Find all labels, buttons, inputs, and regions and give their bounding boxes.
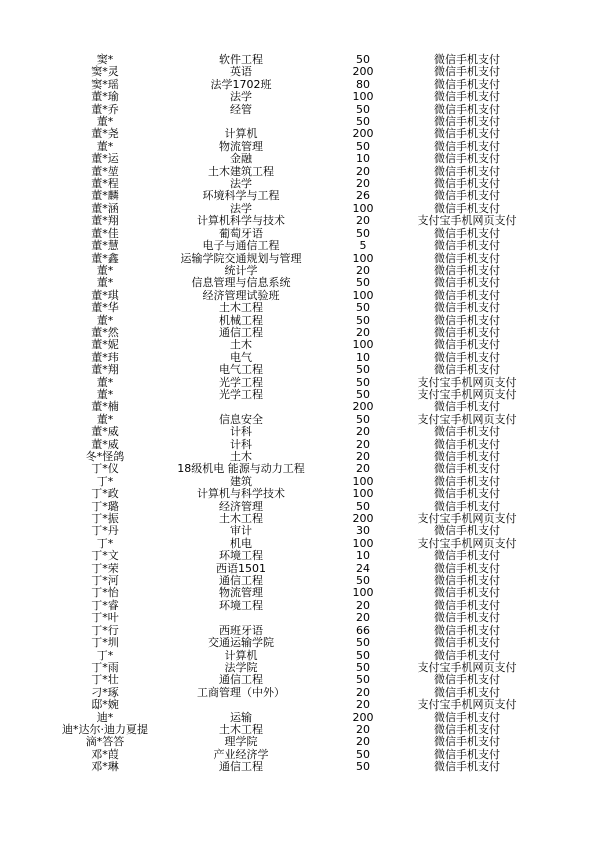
donor-name-cell: 董* [96,375,114,389]
major-cell: 电子与通信工程 [202,239,280,253]
amount-cell: 10 [356,350,370,364]
amount-cell: 50 [356,102,370,116]
payment-method-cell: 微信手机支付 [434,648,500,662]
amount-cell: 20 [356,450,370,463]
amount-cell: 50 [356,375,370,389]
amount-cell: 50 [356,648,370,662]
table-row [54,637,534,649]
donor-name-cell: 董*麟 [91,189,119,203]
donor-name-cell: 董*堃 [91,164,119,178]
amount-cell: 50 [356,574,370,588]
major-cell: 英语 [230,65,252,79]
table-row [54,240,534,252]
payment-method-cell: 支付宝手机网页支付 [417,698,517,712]
major-cell: 通信工程 [219,325,263,339]
amount-cell: 100 [352,586,374,600]
donor-name-cell: 丁*振 [91,512,119,526]
major-cell: 统计学 [224,263,258,277]
amount-cell: 66 [356,623,370,637]
major-cell: 工商管理（中外） [197,685,285,699]
payment-method-cell: 微信手机支付 [434,549,500,563]
payment-method-cell: 支付宝手机网页支付 [417,412,517,426]
payment-method-cell: 微信手机支付 [434,90,500,104]
donor-name-cell: 丁*行 [91,623,119,637]
donor-name-cell: 滴*答答 [85,735,125,749]
donor-name-cell: 董*程 [91,177,119,191]
payment-method-cell: 微信手机支付 [434,313,500,327]
major-cell: 葡萄牙语 [219,226,263,240]
payment-method-cell: 微信手机支付 [434,115,500,129]
amount-cell: 50 [356,53,370,66]
amount-cell: 20 [356,425,370,439]
donor-name-cell: 董*翔 [91,214,119,228]
donor-name-cell: 董*然 [91,325,119,339]
amount-cell: 50 [356,499,370,513]
payment-method-cell: 微信手机支付 [434,325,500,339]
major-cell: 计科 [230,437,252,451]
donor-name-cell: 董*威 [91,437,119,451]
amount-cell: 100 [352,90,374,104]
payment-method-cell: 微信手机支付 [434,53,500,66]
major-cell [156,612,326,624]
major-cell: 法学院 [224,660,258,674]
payment-method-cell: 微信手机支付 [434,586,500,600]
table-row [54,426,534,438]
payment-method-cell: 微信手机支付 [434,685,500,699]
payment-method-cell: 微信手机支付 [434,722,500,736]
major-cell: 经济管理试验班 [202,288,280,302]
donor-name-cell: 董*威 [91,425,119,439]
payment-method-cell: 微信手机支付 [434,152,500,166]
major-cell: 环境工程 [219,549,263,563]
payment-method-cell: 微信手机支付 [434,127,500,141]
payment-method-cell: 微信手机支付 [434,623,500,637]
amount-cell: 50 [356,301,370,315]
donor-name-cell: 董*翔 [91,363,119,377]
major-cell: 物流管理 [219,586,263,600]
table-row [54,525,534,537]
major-cell: 金融 [230,152,252,166]
donor-name-cell: 丁* [96,648,114,662]
donor-name-cell: 丁*璐 [91,499,119,513]
payment-method-cell: 微信手机支付 [434,735,500,749]
major-cell: 土木建筑工程 [208,164,274,178]
major-cell: 西班牙语 [219,623,263,637]
major-cell [156,401,326,413]
donor-name-cell: 丁*仪 [91,462,119,476]
payment-method-cell: 微信手机支付 [434,65,500,79]
payment-method-cell: 支付宝手机网页支付 [417,660,517,674]
table-row [54,128,534,140]
major-cell: 法学 [230,90,252,104]
amount-cell: 20 [356,164,370,178]
donor-name-cell: 董*琪 [91,288,119,302]
amount-cell: 50 [356,636,370,650]
donor-name-cell: 丁*圳 [91,636,119,650]
donor-name-cell: 迪* [96,710,114,724]
major-cell: 法学1702班 [210,77,272,91]
payment-method-cell: 微信手机支付 [434,77,500,91]
payment-method-cell: 微信手机支付 [434,226,500,240]
donor-name-cell: 董* [96,115,114,129]
amount-cell: 50 [356,276,370,290]
amount-cell: 200 [352,127,374,141]
major-cell: 土木 [230,338,252,352]
payment-method-cell: 支付宝手机网页支付 [417,214,517,228]
donor-name-cell: 董*鑫 [91,251,119,265]
donor-name-cell: 董* [96,313,114,327]
donor-name-cell: 丁*河 [91,574,119,588]
amount-cell: 5 [359,239,367,253]
payment-method-cell: 支付宝手机网页支付 [417,512,517,526]
amount-cell: 100 [352,338,374,352]
payment-method-cell: 微信手机支付 [434,263,500,277]
donor-name-cell: 丁*叶 [91,611,119,625]
donor-name-cell: 丁*文 [91,549,119,563]
payment-method-cell: 微信手机支付 [434,760,500,774]
donor-name-cell: 董*楠 [91,400,119,414]
payment-method-cell: 微信手机支付 [434,363,500,377]
donor-name-cell: 丁*怡 [91,586,119,600]
payment-method-cell: 微信手机支付 [434,574,500,588]
donor-name-cell: 刁*琢 [91,685,119,699]
amount-cell: 50 [356,673,370,687]
major-cell: 计算机 [224,648,258,662]
major-cell: 土木工程 [219,512,263,526]
amount-cell: 20 [356,177,370,191]
amount-cell: 50 [356,139,370,153]
amount-cell: 20 [356,611,370,625]
major-cell: 交通运输学院 [208,636,274,650]
table-row [54,91,534,103]
donor-name-cell: 丁*睿 [91,598,119,612]
amount-cell: 100 [352,201,374,215]
donor-name-cell: 丁* [96,536,114,550]
donor-name-cell: 董*妮 [91,338,119,352]
major-cell: 审计 [230,524,252,538]
amount-cell: 20 [356,462,370,476]
donor-name-cell: 冬*怪鸽 [85,450,125,463]
major-cell: 计算机与科学技术 [197,487,285,501]
donor-name-cell: 董* [96,263,114,277]
major-cell: 建筑 [230,474,252,488]
major-cell: 环境工程 [219,598,263,612]
payment-method-cell: 微信手机支付 [434,201,500,215]
major-cell: 法学 [230,177,252,191]
payment-method-cell: 支付宝手机网页支付 [417,387,517,401]
table-row [54,587,534,599]
table-row [54,550,534,562]
payment-method-cell: 微信手机支付 [434,425,500,439]
payment-method-cell: 微信手机支付 [434,338,500,352]
major-cell: 通信工程 [219,760,263,774]
amount-cell: 50 [356,226,370,240]
donor-name-cell: 董* [96,387,114,401]
major-cell: 电气工程 [219,363,263,377]
payment-method-cell: 微信手机支付 [434,747,500,761]
donor-name-cell: 董* [96,412,114,426]
major-cell: 电气 [230,350,252,364]
amount-cell: 20 [356,437,370,451]
table-row [54,215,534,227]
donor-name-cell: 董*瑜 [91,90,119,104]
donor-name-cell: 董*玮 [91,350,119,364]
payment-method-cell: 微信手机支付 [434,350,500,364]
donor-name-cell: 董* [96,276,114,290]
table-row [54,401,534,413]
major-cell: 土木工程 [219,722,263,736]
major-cell: 信息管理与信息系统 [191,276,291,290]
major-cell: 光学工程 [219,387,263,401]
major-cell: 光学工程 [219,375,263,389]
table-row [54,190,534,202]
payment-method-cell: 微信手机支付 [434,710,500,724]
amount-cell: 100 [352,251,374,265]
amount-cell: 200 [352,512,374,526]
table-row [54,153,534,165]
donor-name-cell: 迪*达尔·迪力夏提 [62,722,148,736]
donor-name-cell: 董*佳 [91,226,119,240]
table-row [54,699,534,711]
donor-name-cell: 董*慧 [91,239,119,253]
major-cell: 机械工程 [219,313,263,327]
amount-cell: 20 [356,735,370,749]
payment-method-cell: 微信手机支付 [434,251,500,265]
donor-name-cell: 丁*荣 [91,561,119,575]
donor-name-cell: 董*乔 [91,102,119,116]
amount-cell: 100 [352,536,374,550]
payment-method-cell: 微信手机支付 [434,102,500,116]
amount-cell: 26 [356,189,370,203]
donor-name-cell: 丁*丹 [91,524,119,538]
donor-name-cell: 丁*政 [91,487,119,501]
table-row [54,488,534,500]
payment-method-cell: 微信手机支付 [434,239,500,253]
major-cell: 产业经济学 [213,747,269,761]
table-row [54,277,534,289]
amount-cell: 20 [356,214,370,228]
major-cell: 计科 [230,425,252,439]
major-cell: 信息安全 [219,412,263,426]
amount-cell: 10 [356,549,370,563]
payment-method-cell: 微信手机支付 [434,450,500,463]
table-row [54,463,534,475]
payment-method-cell: 微信手机支付 [434,189,500,203]
major-cell: 经济管理 [219,499,263,513]
donor-name-cell: 邓*葭 [91,747,119,761]
major-cell: 法学 [230,201,252,215]
payment-method-cell: 微信手机支付 [434,673,500,687]
payment-method-cell: 微信手机支付 [434,164,500,178]
amount-cell: 50 [356,747,370,761]
amount-cell: 50 [356,387,370,401]
payment-method-cell: 微信手机支付 [434,524,500,538]
donor-name-cell: 窦* [96,53,114,66]
table-row [54,736,534,748]
amount-cell: 24 [356,561,370,575]
amount-cell: 50 [356,115,370,129]
payment-method-cell: 微信手机支付 [434,139,500,153]
amount-cell: 10 [356,152,370,166]
major-cell: 运输学院交通规划与管理 [180,251,302,265]
payment-method-cell: 微信手机支付 [434,288,500,302]
amount-cell: 20 [356,325,370,339]
amount-cell: 30 [356,524,370,538]
amount-cell: 20 [356,722,370,736]
amount-cell: 80 [356,77,370,91]
amount-cell: 200 [352,710,374,724]
payment-method-cell: 微信手机支付 [434,474,500,488]
major-cell: 计算机科学与技术 [197,214,285,228]
table-row [54,674,534,686]
table-row [54,302,534,314]
donor-name-cell: 丁* [96,474,114,488]
payment-method-cell: 微信手机支付 [434,487,500,501]
donor-name-cell: 董* [96,139,114,153]
donor-name-cell: 邓*琳 [91,760,119,774]
table-row [54,364,534,376]
major-cell: 计算机 [224,127,258,141]
donor-name-cell: 董*运 [91,152,119,166]
major-cell: 西语1501 [216,561,266,575]
payment-method-cell: 微信手机支付 [434,611,500,625]
major-cell: 通信工程 [219,574,263,588]
amount-cell: 20 [356,263,370,277]
amount-cell: 50 [356,313,370,327]
donor-name-cell: 窦*瑶 [91,77,119,91]
payment-method-cell: 微信手机支付 [434,301,500,315]
amount-cell: 20 [356,685,370,699]
amount-cell: 50 [356,760,370,774]
major-cell: 环境科学与工程 [202,189,280,203]
amount-cell: 100 [352,487,374,501]
donor-name-cell: 董*华 [91,301,119,315]
payment-method-cell: 微信手机支付 [434,499,500,513]
payment-method-cell: 微信手机支付 [434,462,500,476]
payment-method-cell: 微信手机支付 [434,636,500,650]
amount-cell: 20 [356,598,370,612]
donor-name-cell: 丁*壮 [91,673,119,687]
donor-name-cell: 丁*雨 [91,660,119,674]
donation-rows [54,54,534,774]
table-row [54,612,534,624]
payment-method-cell: 微信手机支付 [434,561,500,575]
major-cell: 机电 [230,536,252,550]
major-cell: 软件工程 [219,53,263,66]
major-cell [156,699,326,711]
amount-cell: 200 [352,400,374,414]
payment-method-cell: 微信手机支付 [434,400,500,414]
payment-method-cell: 微信手机支付 [434,276,500,290]
donor-name-cell: 窦*灵 [91,65,119,79]
payment-method-cell: 支付宝手机网页支付 [417,536,517,550]
major-cell: 通信工程 [219,673,263,687]
amount-cell: 50 [356,363,370,377]
major-cell: 理学院 [224,735,258,749]
payment-method-cell: 微信手机支付 [434,598,500,612]
donor-name-cell: 董*涵 [91,201,119,215]
amount-cell: 100 [352,288,374,302]
table-row [54,339,534,351]
amount-cell: 100 [352,474,374,488]
donor-name-cell: 董*尧 [91,127,119,141]
major-cell: 土木 [230,450,252,463]
donor-name-cell: 邸*婉 [91,698,119,712]
amount-cell: 20 [356,698,370,712]
major-cell: 18级机电 能源与动力工程 [177,462,305,476]
payment-method-cell: 微信手机支付 [434,437,500,451]
major-cell: 土木工程 [219,301,263,315]
major-cell: 运输 [230,710,252,724]
donation-table [54,54,534,774]
amount-cell: 50 [356,660,370,674]
major-cell: 物流管理 [219,139,263,153]
major-cell: 经管 [230,102,252,116]
payment-method-cell: 微信手机支付 [434,177,500,191]
table-row [54,66,534,78]
amount-cell: 50 [356,412,370,426]
payment-method-cell: 支付宝手机网页支付 [417,375,517,389]
amount-cell: 200 [352,65,374,79]
table-row [54,761,534,773]
